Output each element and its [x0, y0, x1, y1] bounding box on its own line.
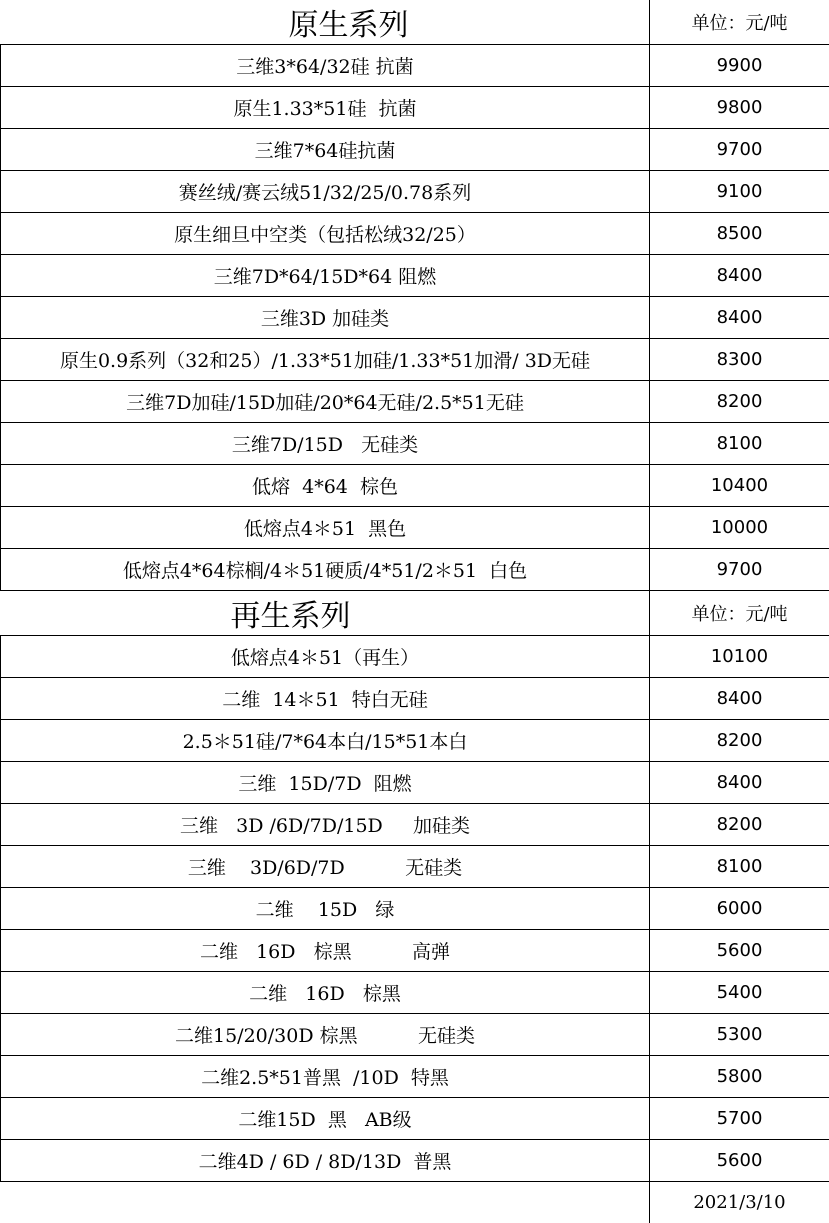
price-value: 10100 [650, 636, 829, 678]
section1-unit: 单位：元/吨 [650, 0, 829, 45]
table-row [1, 930, 829, 972]
price-value: 8200 [650, 381, 829, 423]
price-value: 8400 [650, 255, 829, 297]
product-name: 三维7D加硅/15D加硅/20*64无硅/2.5*51无硅 [1, 381, 650, 423]
price-value: 6000 [650, 888, 829, 930]
price-value: 5300 [650, 1014, 829, 1056]
table-row [1, 507, 829, 549]
price-value: 9700 [650, 549, 829, 591]
table-row [1, 171, 829, 213]
product-name: 2.5＊51硅/7*64本白/15*51本白 [1, 720, 650, 762]
price-value: 5600 [650, 930, 829, 972]
product-name: 三维3*64/32硅 抗菌 [1, 45, 650, 87]
table-row [1, 549, 829, 591]
table-row [1, 1098, 829, 1140]
price-value: 8400 [650, 297, 829, 339]
footer-row [1, 1182, 829, 1223]
product-name: 二维15D 黑 AB级 [1, 1098, 650, 1140]
table-row [1, 972, 829, 1014]
price-value: 9800 [650, 87, 829, 129]
price-table-body [1, 0, 829, 1223]
product-name: 二维 15D 绿 [1, 888, 650, 930]
table-row [1, 846, 829, 888]
section1-title: 原生系列 [1, 0, 650, 45]
table-row [1, 465, 829, 507]
product-name: 原生1.33*51硅 抗菌 [1, 87, 650, 129]
price-value: 8100 [650, 423, 829, 465]
table-row [1, 1014, 829, 1056]
table-row [1, 1056, 829, 1098]
price-value: 9900 [650, 45, 829, 87]
product-name: 三维3D 加硅类 [1, 297, 650, 339]
price-value: 8200 [650, 720, 829, 762]
table-row [1, 87, 829, 129]
date-stamp: 2021/3/10 [650, 1182, 829, 1223]
product-name: 赛丝绒/赛云绒51/32/25/0.78系列 [1, 171, 650, 213]
section1-header-row [1, 0, 829, 45]
price-value: 8400 [650, 678, 829, 720]
price-value: 8300 [650, 339, 829, 381]
table-row [1, 381, 829, 423]
price-value: 5800 [650, 1056, 829, 1098]
price-value: 8200 [650, 804, 829, 846]
product-name: 二维 14＊51 特白无硅 [1, 678, 650, 720]
product-name: 三维7D/15D 无硅类 [1, 423, 650, 465]
product-name: 三维7D*64/15D*64 阻燃 [1, 255, 650, 297]
table-row [1, 888, 829, 930]
table-row [1, 762, 829, 804]
product-name: 二维 16D 棕黑 高弹 [1, 930, 650, 972]
price-value: 8400 [650, 762, 829, 804]
table-row [1, 255, 829, 297]
product-name: 原生0.9系列（32和25）/1.33*51加硅/1.33*51加滑/ 3D无硅 [1, 339, 650, 381]
product-name: 低熔点4＊51 黑色 [1, 507, 650, 549]
price-value: 5600 [650, 1140, 829, 1182]
table-row [1, 45, 829, 87]
product-name: 三维7*64硅抗菌 [1, 129, 650, 171]
product-name: 二维15/20/30D 棕黑 无硅类 [1, 1014, 650, 1056]
table-row [1, 1140, 829, 1182]
product-name: 低熔点4＊51（再生） [1, 636, 650, 678]
price-value: 8500 [650, 213, 829, 255]
price-value: 10400 [650, 465, 829, 507]
table-row [1, 339, 829, 381]
price-value: 5400 [650, 972, 829, 1014]
price-value: 8100 [650, 846, 829, 888]
product-name: 二维4D / 6D / 8D/13D 普黑 [1, 1140, 650, 1182]
section2-title: 再生系列 [1, 591, 650, 636]
table-row [1, 720, 829, 762]
table-row [1, 129, 829, 171]
product-name: 三维 15D/7D 阻燃 [1, 762, 650, 804]
product-name: 低熔 4*64 棕色 [1, 465, 650, 507]
table-row [1, 804, 829, 846]
table-row [1, 297, 829, 339]
product-name: 低熔点4*64棕榈/4＊51硬质/4*51/2＊51 白色 [1, 549, 650, 591]
table-row [1, 678, 829, 720]
price-value: 5700 [650, 1098, 829, 1140]
product-name: 二维2.5*51普黑 /10D 特黑 [1, 1056, 650, 1098]
section2-header-row [1, 591, 829, 636]
table-row [1, 423, 829, 465]
table-row [1, 636, 829, 678]
table-row [1, 213, 829, 255]
product-name: 三维 3D/6D/7D 无硅类 [1, 846, 650, 888]
price-value: 10000 [650, 507, 829, 549]
product-name: 二维 16D 棕黑 [1, 972, 650, 1014]
price-value: 9700 [650, 129, 829, 171]
product-name: 三维 3D /6D/7D/15D 加硅类 [1, 804, 650, 846]
product-name: 原生细旦中空类（包括松绒32/25） [1, 213, 650, 255]
footer-blank-cell [1, 1182, 650, 1223]
price-value: 9100 [650, 171, 829, 213]
section2-unit: 单位：元/吨 [650, 591, 829, 636]
